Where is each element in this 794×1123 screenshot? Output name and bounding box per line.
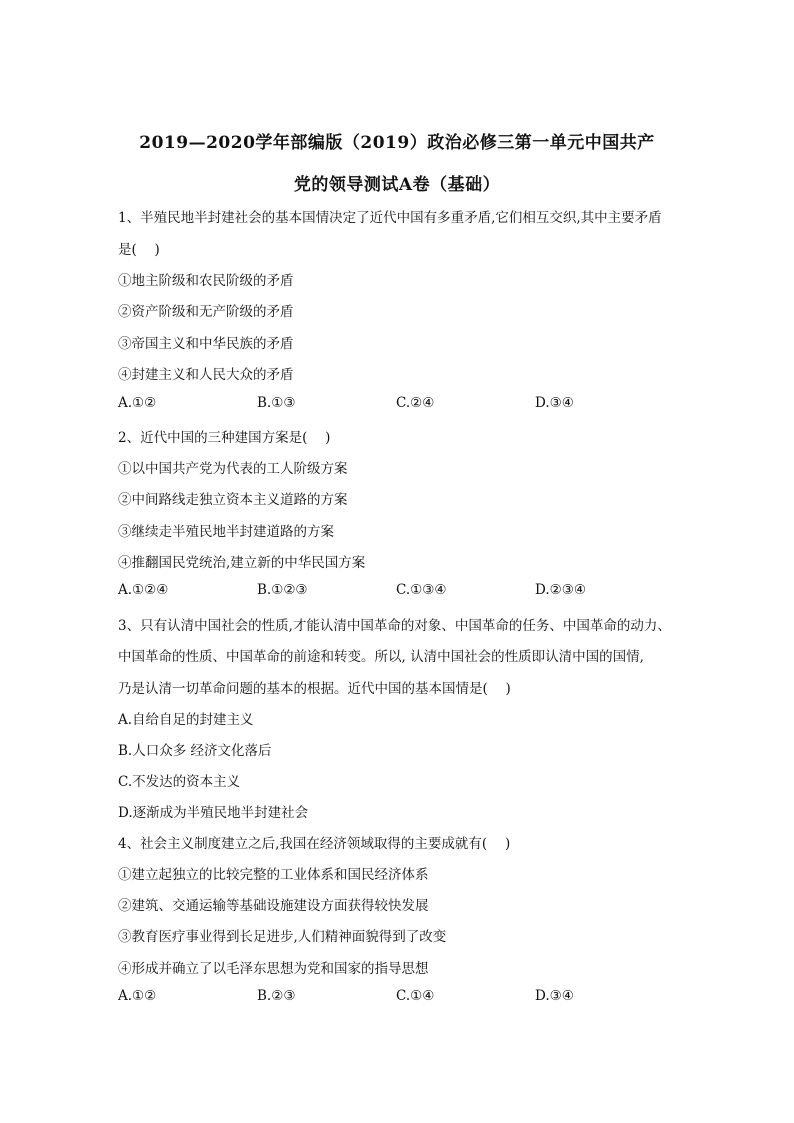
option-a[interactable]: A.①②	[118, 988, 157, 1004]
question-1-stem-cont: 是( )	[118, 242, 160, 258]
option-c[interactable]: C.②④	[396, 395, 435, 411]
question-2-item: ②中间路线走独立资本主义道路的方案	[118, 492, 348, 508]
option-d[interactable]: D.③④	[535, 395, 574, 411]
question-3-choice-d[interactable]: D.逐渐成为半殖民地半封建社会	[118, 805, 309, 821]
question-4-stem: 4、社会主义制度建立之后,我国在经济领域取得的主要成就有( )	[118, 836, 511, 852]
question-2-item: ①以中国共产党为代表的工人阶级方案	[118, 461, 348, 477]
option-d[interactable]: D.②③④	[535, 582, 586, 598]
question-3-choice-b[interactable]: B.人口众多 经济文化落后	[118, 743, 272, 759]
question-1-item: ②资产阶级和无产阶级的矛盾	[118, 304, 294, 320]
question-1-stem: 1、半殖民地半封建社会的基本国情决定了近代中国有多重矛盾,它们相互交织,其中主要矛盾	[118, 210, 662, 226]
question-1-item: ③帝国主义和中华民族的矛盾	[118, 336, 294, 352]
option-a[interactable]: A.①②	[118, 395, 157, 411]
question-3-stem: 3、只有认清中国社会的性质,才能认清中国革命的对象、中国革命的任务、中国革命的动力、	[118, 618, 671, 634]
question-2-item: ③继续走半殖民地半封建道路的方案	[118, 524, 334, 540]
page-title-line-2: 党的领导测试A卷（基础）	[293, 175, 501, 195]
option-c[interactable]: C.①③④	[396, 582, 447, 598]
option-d[interactable]: D.③④	[535, 988, 574, 1004]
question-1-item: ①地主阶级和农民阶级的矛盾	[118, 273, 294, 289]
option-b[interactable]: B.①②③	[257, 582, 308, 598]
option-b[interactable]: B.②③	[257, 988, 296, 1004]
question-2-stem: 2、近代中国的三种建国方案是( )	[118, 430, 331, 446]
question-4-item: ②建筑、交通运输等基础设施建设方面获得较快发展	[118, 898, 429, 914]
question-3-stem-cont: 中国革命的性质、中国革命的前途和转变。所以, 认清中国社会的性质即认清中国的国情,	[118, 649, 644, 665]
question-3-stem-cont: 乃是认清一切革命问题的基本的根据。近代中国的基本国情是( )	[118, 681, 511, 697]
question-3-choice-c[interactable]: C.不发达的资本主义	[118, 774, 241, 790]
option-b[interactable]: B.①③	[257, 395, 296, 411]
option-c[interactable]: C.①④	[396, 988, 435, 1004]
question-2-item: ④推翻国民党统治,建立新的中华民国方案	[118, 555, 366, 571]
page-title-line-1: 2019—2020学年部编版（2019）政治必修三第一单元中国共产	[139, 133, 655, 153]
option-a[interactable]: A.①②④	[118, 582, 169, 598]
question-4-item: ①建立起独立的比较完整的工业体系和国民经济体系	[118, 867, 429, 883]
question-4-item: ③教育医疗事业得到长足进步,人们精神面貌得到了改变	[118, 929, 447, 945]
question-3-choice-a[interactable]: A.自给自足的封建主义	[118, 712, 254, 728]
question-4-item: ④形成并确立了以毛泽东思想为党和国家的指导思想	[118, 961, 429, 977]
question-1-item: ④封建主义和人民大众的矛盾	[118, 367, 294, 383]
